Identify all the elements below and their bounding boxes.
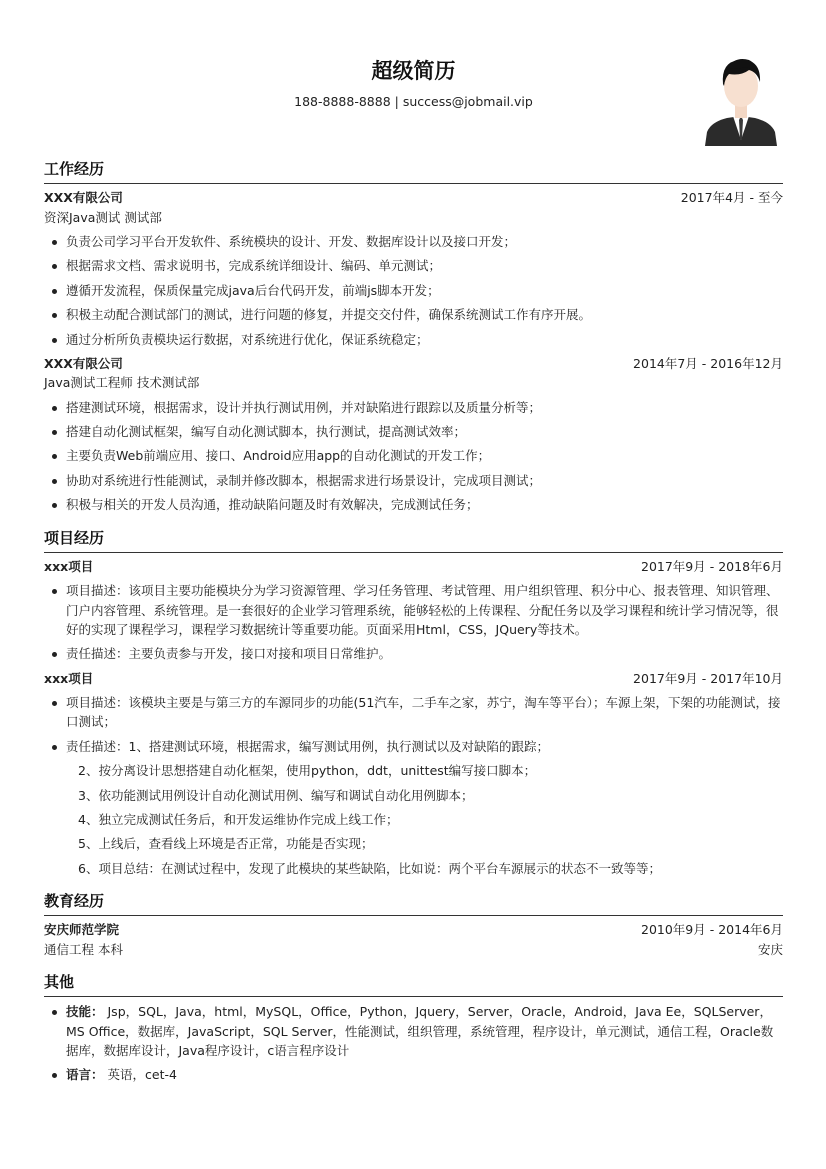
list-item: 积极主动配合测试部门的测试，进行问题的修复，并提交交付件，确保系统测试工作有序开展。 (44, 305, 783, 324)
list-continuation: 5、上线后，查看线上环境是否正常，功能是否实现； (78, 836, 374, 852)
period: 2014年7月 - 2016年12月 (633, 355, 783, 371)
project-entry (44, 557, 783, 664)
section-title-project: 项目经历 (44, 527, 783, 553)
list-item: 责任描述：1、搭建测试环境，根据需求，编写测试用例，执行测试以及对缺陷的跟踪； (44, 737, 783, 756)
project-name: xxx项目 (44, 670, 94, 686)
period: 2017年4月 - 至今 (680, 190, 783, 206)
resume-title: 超级简历 (371, 59, 456, 83)
section-title-work: 工作经历 (44, 158, 783, 184)
list-item: 责任描述：主要负责参与开发，接口对接和项目日常维护。 (44, 644, 783, 663)
list-item: 搭建测试环境，根据需求，设计并执行测试用例，并对缺陷进行跟踪以及质量分析等； (44, 398, 783, 417)
skills-label: 技能： (66, 1004, 104, 1020)
list-item: 协助对系统进行性能测试，录制并修改脚本，根据需求进行场景设计，完成项目测试； (44, 471, 783, 490)
list-item: 项目描述：该模块主要是与第三方的车源同步的功能(51汽车，二手车之家，苏宁，淘车等平台）；车源上架，下架的功能测试，接口测试； (44, 693, 783, 732)
list-item: 积极与相关的开发人员沟通，推动缺陷问题及时有效解决，完成测试任务； (44, 495, 783, 514)
language-item (44, 1065, 783, 1084)
project-entry (44, 669, 783, 878)
list-item: 搭建自动化测试框架，编写自动化测试脚本，执行测试，提高测试效率； (44, 422, 783, 441)
skills-item (44, 1002, 783, 1060)
work-entry (44, 354, 783, 515)
period: 2010年9月 - 2014年6月 (641, 922, 783, 938)
company-name: XXX有限公司 (44, 190, 123, 206)
section-title-education: 教育经历 (44, 890, 783, 916)
project-name: xxx项目 (44, 558, 94, 574)
job-role: Java测试工程师 技术测试部 (44, 375, 200, 391)
work-entry (44, 188, 783, 349)
list-item: 负责公司学习平台开发软件、系统模块的设计、开发、数据库设计以及接口开发； (44, 232, 783, 251)
language-text: 英语，cet-4 (107, 1067, 177, 1083)
school-name: 安庆师范学院 (44, 922, 120, 938)
major: 通信工程 本科 (44, 941, 123, 957)
list-item: 通过分析所负责模块运行数据，对系统进行优化，保证系统稳定； (44, 330, 783, 349)
resume-header (44, 0, 783, 152)
list-continuation: 6、项目总结：在测试过程中，发现了此模块的某些缺陷，比如说：两个平台车源展示的状态不一致等等； (78, 860, 661, 876)
list-continuation: 2、按分离设计思想搭建自动化框架，使用python，ddt，unittest编写接口脚本； (78, 763, 537, 779)
education-entry (44, 920, 783, 959)
period: 2017年9月 - 2017年10月 (633, 670, 783, 686)
resume-page (44, 0, 783, 1090)
job-role: 资深Java测试 测试部 (44, 209, 162, 225)
list-continuation: 4、独立完成测试任务后，和开发运维协作完成上线工作； (78, 811, 399, 827)
section-title-other: 其他 (44, 971, 783, 997)
list-item: 项目描述：该项目主要功能模块分为学习资源管理、学习任务管理、考试管理、用户组织管理、积分中心、报表管理、知识管理、门户内容管理、系统管理。是一套很好的企业学习管理系统，能够轻松的上传课程、分配任务以及学习课程和统计学习情况等，很好的实现了课程学习，课程学习数据统计等重要功能。页面采用Html，CSS，JQuery等技术。 (44, 581, 783, 639)
list-item: 主要负责Web前端应用、接口、Android应用app的自动化测试的开发工作； (44, 446, 783, 465)
skills-text: Jsp，SQL，Java，html，MySQL，Office，Python，Jquery，Server，Oracle，Android，Java Ee，SQLServer，MS Office，数据库，JavaScript，SQL Server，性能测试，组织管理，系统管理，程序设计，单元测试，通信工程，Oracle数据库，数据库设计，Java程序设计，c语言程序设计 (66, 1004, 774, 1058)
company-name: XXX有限公司 (44, 355, 123, 371)
list-item: 遵循开发流程，保质保量完成java后台代码开发，前端js脚本开发； (44, 281, 783, 300)
avatar-photo (705, 50, 777, 146)
language-label: 语言： (66, 1067, 104, 1083)
city: 安庆 (757, 941, 783, 957)
list-continuation: 3、依功能测试用例设计自动化测试用例、编写和调试自动化用例脚本； (78, 787, 474, 803)
period: 2017年9月 - 2018年6月 (641, 558, 783, 574)
list-item: 根据需求文档、需求说明书，完成系统详细设计、编码、单元测试； (44, 256, 783, 275)
contact-info: 188-8888-8888 | success@jobmail.vip (294, 94, 533, 109)
